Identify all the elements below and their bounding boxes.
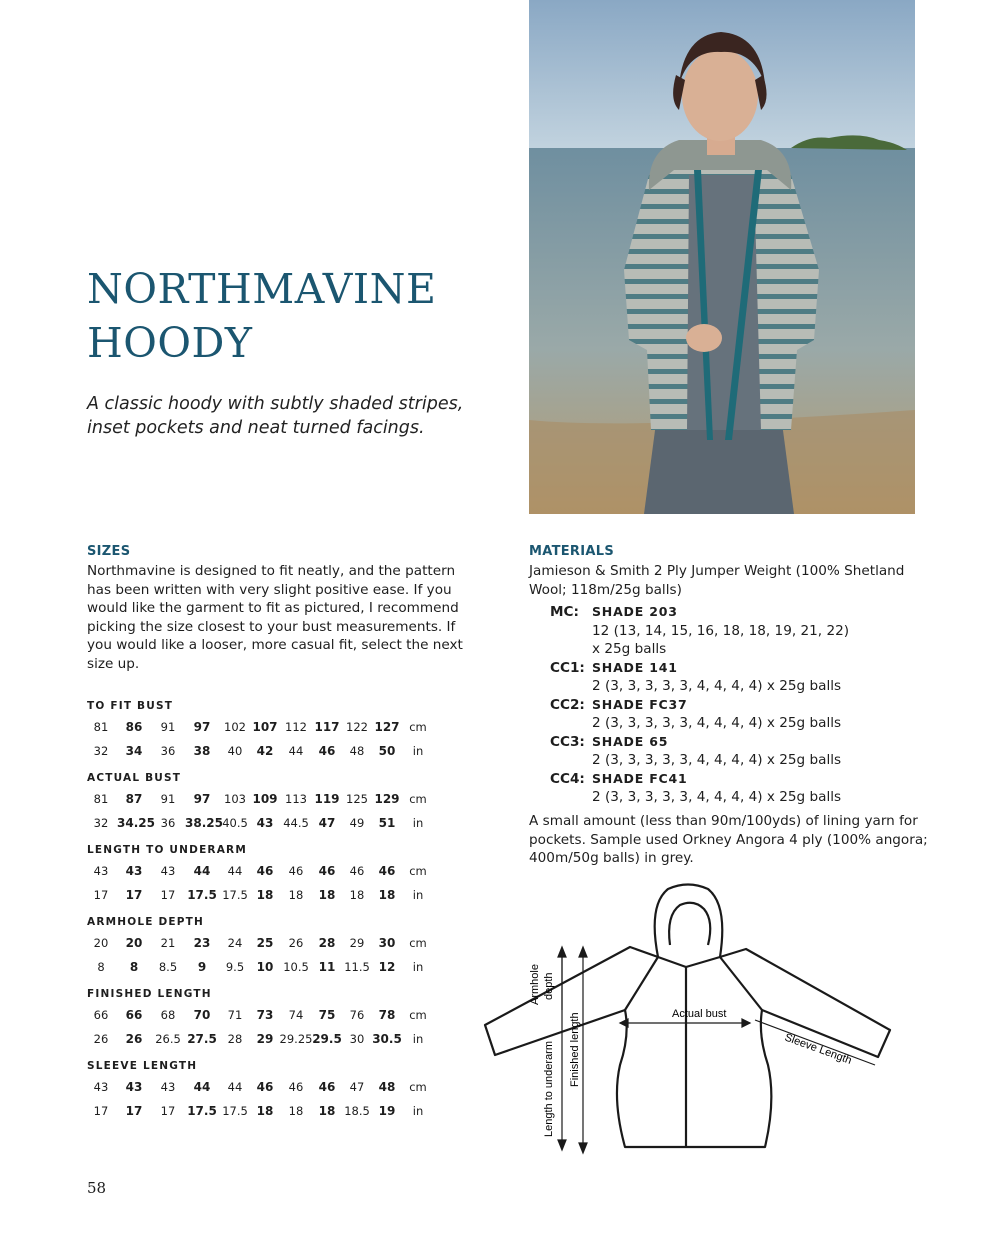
yarn-quantity-row [529,640,909,659]
measurement-group-title: ARMHOLE DEPTH [87,916,205,928]
intro-line-2: inset pockets and neat turned facings. [87,418,425,438]
measurement-value: 34.25 [117,816,155,830]
yarn-shade: SHADE 65 [592,733,669,749]
title-line-2: HOODY [87,319,253,367]
measurement-value: 19 [378,1104,396,1118]
measurement-value: 29 [349,936,365,950]
measurement-row-cm [87,1004,447,1028]
sizes-heading: SIZES [87,544,131,559]
measurement-unit: in [412,744,424,758]
measurement-value: 36 [160,744,176,758]
measurement-value: 43 [125,864,143,878]
measurement-unit: in [412,816,424,830]
measurement-row-in [87,740,447,764]
measurement-value: 12 [378,960,396,974]
measurement-unit: cm [409,720,427,734]
measurement-value: 91 [160,792,176,806]
measurement-value: 17.5 [222,888,248,902]
measurement-value: 109 [252,792,278,806]
measurement-value: 44 [193,864,211,878]
measurement-value: 27.5 [187,1032,217,1046]
yarn-quantity-row [529,714,909,733]
measurement-value: 46 [378,864,396,878]
measurement-value: 127 [374,720,400,734]
measurement-value: 28 [318,936,336,950]
measurement-value: 46 [256,1080,274,1094]
measurement-value: 17.5 [187,888,217,902]
measurement-value: 10.5 [283,960,309,974]
measurement-value: 43 [160,864,176,878]
measurement-row-in [87,1028,447,1052]
measurement-value: 32 [93,744,109,758]
measurement-value: 112 [285,720,307,734]
measurement-value: 46 [288,1080,304,1094]
measurement-value: 87 [125,792,143,806]
measurement-unit: in [412,1032,424,1046]
yarn-quantity: x 25g balls [592,641,667,657]
photo-illustration [529,0,915,514]
garment-schematic [480,875,900,1160]
measurement-value: 43 [93,864,109,878]
yarn-shade: SHADE 141 [592,659,678,675]
measurement-value: 71 [227,1008,243,1022]
measurements-table [87,692,447,1124]
measurement-value: 18 [256,888,274,902]
yarn-header-row [529,770,909,789]
yarn-shade: SHADE FC37 [592,696,688,712]
measurement-value: 68 [160,1008,176,1022]
measurement-row-in [87,956,447,980]
intro-line-1: A classic hoody with subtly shaded stripes, [87,394,464,414]
materials-heading: MATERIALS [529,544,614,559]
measurement-value: 18 [256,1104,274,1118]
measurement-value: 75 [318,1008,336,1022]
measurement-value: 46 [349,864,365,878]
measurement-value: 70 [193,1008,211,1022]
measurement-value: 29 [256,1032,274,1046]
measurement-value: 119 [314,792,340,806]
yarn-code: MC: [550,604,579,620]
measurement-value: 38 [193,744,211,758]
model-photo [529,0,915,514]
sizes-line: has been written with very slight positive ease. If you [87,581,452,598]
measurement-row-cm [87,932,447,956]
measurement-row-in [87,884,447,908]
measurement-value: 17 [160,888,176,902]
measurement-value: 122 [346,720,368,734]
lining-line: A small amount (less than 90m/100yds) of lining yarn for [529,813,918,829]
measurement-value: 17 [125,1104,143,1118]
measurement-value: 18 [318,888,336,902]
measurement-value: 44 [227,864,243,878]
yarn-quantity: 2 (3, 3, 3, 3, 3, 4, 4, 4, 4) x 25g balls [592,678,842,694]
measurement-value: 26.5 [155,1032,181,1046]
measurement-row-cm [87,860,447,884]
measurement-value: 46 [288,864,304,878]
measurement-value: 17 [93,1104,109,1118]
measurement-value: 18 [288,888,304,902]
measurement-value: 43 [160,1080,176,1094]
measurement-value: 18 [349,888,365,902]
measurement-unit: cm [409,864,427,878]
measurement-value: 117 [314,720,340,734]
measurement-value: 36 [160,816,176,830]
intro-text [87,392,487,440]
measurement-value: 18.5 [344,1104,370,1118]
finished-length-label: Finished length [569,1012,581,1087]
measurement-group-title: FINISHED LENGTH [87,988,212,1000]
measurement-value: 17.5 [187,1104,217,1118]
lining-yarn-note [529,812,928,868]
measurement-value: 46 [318,1080,336,1094]
measurement-value: 9 [197,960,207,974]
measurement-value: 30.5 [372,1032,402,1046]
measurement-value: 20 [125,936,143,950]
measurement-value: 11 [318,960,336,974]
pattern-title [87,262,436,370]
measurement-value: 48 [378,1080,396,1094]
page-number: 58 [87,1179,107,1197]
measurement-value: 11.5 [344,960,370,974]
measurement-value: 25 [256,936,274,950]
yarn-header-row [529,733,909,752]
measurement-value: 44 [193,1080,211,1094]
measurement-value: 81 [93,720,109,734]
measurement-value: 10 [256,960,274,974]
measurement-value: 40 [227,744,243,758]
measurement-value: 30 [349,1032,365,1046]
length-to-underarm-label: Length to underarm [543,1040,555,1137]
sizes-line: would like the garment to fit as pictured, I recommend [87,600,459,617]
measurement-value: 50 [378,744,396,758]
yarn-quantity: 2 (3, 3, 3, 3, 3, 4, 4, 4, 4) x 25g balls [592,752,842,768]
measurement-value: 107 [252,720,278,734]
measurement-value: 44 [227,1080,243,1094]
measurement-value: 18 [378,888,396,902]
measurement-value: 48 [349,744,365,758]
yarn-quantity: 2 (3, 3, 3, 3, 3, 4, 4, 4, 4) x 25g balls [592,789,842,805]
measurement-value: 8.5 [158,960,178,974]
armhole-depth-label-1: Armhole [529,964,541,1005]
measurement-value: 97 [193,792,211,806]
measurement-value: 30 [378,936,396,950]
measurement-row-in [87,812,447,836]
measurement-value: 21 [160,936,176,950]
measurement-value: 17.5 [222,1104,248,1118]
measurement-value: 38.25 [185,816,223,830]
measurement-value: 66 [125,1008,143,1022]
measurement-value: 42 [256,744,274,758]
sizes-line: you would like a looser, more casual fit, select the next [87,637,463,654]
measurement-value: 26 [93,1032,109,1046]
measurement-value: 43 [125,1080,143,1094]
measurement-value: 125 [346,792,368,806]
measurement-value: 23 [193,936,211,950]
title-line-1: NORTHMAVINE [87,265,437,313]
measurement-row-in [87,1100,447,1124]
measurement-unit: cm [409,1080,427,1094]
sizes-description [87,562,462,674]
measurement-unit: cm [409,1008,427,1022]
sizes-line: Northmavine is designed to fit neatly, and the pattern [87,563,456,579]
measurement-value: 29.25 [279,1032,313,1046]
measurement-value: 44 [288,744,304,758]
measurement-value: 44.5 [283,816,309,830]
yarn-quantity-row [529,788,909,807]
yarn-shade: SHADE 203 [592,604,678,619]
measurement-value: 29.5 [312,1032,342,1046]
measurement-unit: in [412,1104,424,1118]
measurement-unit: cm [409,936,427,950]
measurement-value: 81 [93,792,109,806]
measurement-unit: in [412,888,424,902]
sizes-line: picking the size closest to your bust measurements. If [87,618,456,635]
measurement-value: 73 [256,1008,274,1022]
hood-outline [655,885,723,958]
measurement-group-title: LENGTH TO UNDERARM [87,844,247,856]
measurement-value: 76 [349,1008,365,1022]
hood-neck [658,957,720,967]
lining-line: 400m/50g balls) in grey. [529,850,694,867]
measurement-value: 17 [160,1104,176,1118]
measurement-value: 8 [97,960,105,974]
yarn-header-row [529,696,909,715]
measurement-value: 26 [288,936,304,950]
yarn-shade: SHADE FC41 [592,770,688,786]
yarn-list [529,603,909,807]
measurement-value: 18 [288,1104,304,1118]
measurement-value: 43 [93,1080,109,1094]
hood-opening [669,903,710,945]
measurement-value: 34 [125,744,143,758]
measurement-value: 28 [227,1032,243,1046]
yarn-quantity-row [529,751,909,770]
yarn-code: CC3: [550,733,585,750]
measurement-value: 17 [93,888,109,902]
measurement-value: 102 [224,720,246,734]
measurement-value: 24 [227,936,243,950]
measurement-value: 46 [318,744,336,758]
measurement-value: 66 [93,1008,109,1022]
materials-description [529,562,909,599]
yarn-code: CC2: [550,696,585,713]
measurement-unit: in [412,960,424,974]
measurement-value: 32 [93,816,109,830]
measurement-value: 78 [378,1008,396,1022]
yarn-header-row [529,603,909,622]
measurement-group-title: SLEEVE LENGTH [87,1060,198,1072]
measurement-value: 46 [318,864,336,878]
measurement-value: 74 [288,1008,304,1022]
measurement-value: 49 [349,816,365,830]
yarn-quantity: 2 (3, 3, 3, 3, 3, 4, 4, 4, 4) x 25g balls [592,715,842,731]
measurement-value: 8 [129,960,139,974]
measurement-value: 47 [349,1080,365,1094]
measurement-value: 129 [374,792,400,806]
materials-line: Jamieson & Smith 2 Ply Jumper Weight (100% Shetland [529,563,905,579]
measurement-unit: cm [409,792,427,806]
measurement-value: 86 [125,720,143,734]
yarn-quantity-row [529,677,909,696]
lining-line: pockets. Sample used Orkney Angora 4 ply (100% angora; [529,831,928,848]
measurement-value: 18 [318,1104,336,1118]
sleeve-length-label: Sleeve Length [782,1031,854,1067]
yarn-code: CC4: [550,770,585,787]
yarn-quantity: 12 (13, 14, 15, 16, 18, 18, 19, 21, 22) [592,622,850,639]
measurement-value: 46 [256,864,274,878]
measurement-value: 40.5 [222,816,248,830]
armhole-depth-label-2: depth [543,972,555,1000]
measurement-value: 43 [256,816,274,830]
materials-line: Wool; 118m/25g balls) [529,581,682,598]
yarn-header-row [529,659,909,678]
measurement-value: 20 [93,936,109,950]
measurement-group-title: TO FIT BUST [87,700,174,712]
measurement-row-cm [87,788,447,812]
measurement-value: 113 [285,792,307,806]
measurement-value: 9.5 [225,960,245,974]
sizes-line: size up. [87,655,140,672]
measurement-value: 91 [160,720,176,734]
measurement-value: 47 [318,816,336,830]
measurement-value: 17 [125,888,143,902]
actual-bust-label: Actual bust [672,1008,727,1020]
measurement-value: 51 [378,816,396,830]
measurement-group-title: ACTUAL BUST [87,772,182,784]
yarn-quantity-row [529,622,909,641]
measurement-row-cm [87,716,447,740]
measurement-value: 26 [125,1032,143,1046]
measurement-row-cm [87,1076,447,1100]
measurement-value: 103 [224,792,246,806]
measurement-value: 97 [193,720,211,734]
yarn-code: CC1: [550,659,585,676]
